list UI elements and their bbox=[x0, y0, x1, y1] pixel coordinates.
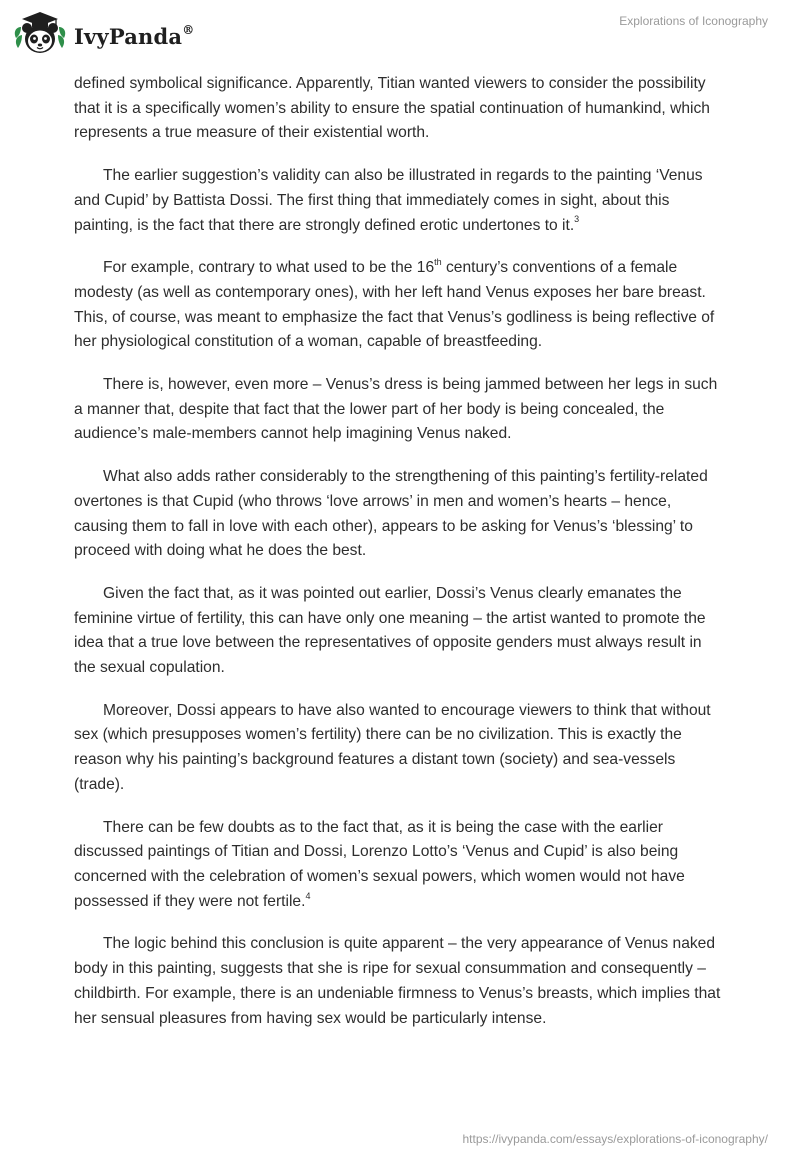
registered-mark: ® bbox=[182, 22, 195, 37]
paragraph-4: There is, however, even more – Venus’s dress is being jammed between her legs in such a manner that, despite that fact that the lower part of her body is being concealed, the audience’s male-members cannot help imagining Venus naked. bbox=[74, 376, 718, 443]
brand-name: IvyPanda® bbox=[74, 22, 195, 49]
panda-graduate-icon bbox=[12, 8, 68, 60]
ordinal-suffix: th bbox=[434, 257, 442, 268]
paragraph-8: There can be few doubts as to the fact that, as it is being the case with the earlier discussed paintings of Titian and Dossi, Lorenzo Lotto’s ‘Venus and Cupid’ is also being concerned with the celebration of women’s sexual powers, which women would not have possessed if they were not fertile.$^4$ bbox=[74, 818, 685, 910]
page-header bbox=[0, 0, 800, 70]
document-title: Explorations of Iconography bbox=[619, 14, 768, 28]
paragraph-1: defined symbolical significance. Apparently, Titian wanted viewers to consider the possibility that it is a specifically women’s ability to ensure the spatial continuation of humankind, which represents a true measure of their existential worth. bbox=[74, 75, 710, 142]
paragraph-9: The logic behind this conclusion is quite apparent – the very appearance of Venus naked body in this painting, suggests that she is ripe for sexual consummation and consequently – childbirth. For example, there is an undeniable firmness to Venus’s breasts, which implies that her sensual pleasures from having sex would be particularly intense. bbox=[74, 935, 721, 1027]
footnote-ref-4: 4 bbox=[305, 890, 311, 901]
paragraph-7: Moreover, Dossi appears to have also wanted to encourage viewers to think that without sex (which presupposes women’s fertility) there can be no civilization. This is exactly the reason why his painting’s background features a distant town (society) and sea-vessels (trade). bbox=[74, 701, 711, 793]
essay-body bbox=[74, 72, 724, 1049]
paragraph-6: Given the fact that, as it was pointed out earlier, Dossi’s Venus clearly emanates the feminine virtue of fertility, this can have only one meaning – the artist wanted to promote the idea that a true love between the representatives of opposite genders must always result in the sexual copulation. bbox=[74, 584, 706, 677]
paragraph-2: The earlier suggestion’s validity can also be illustrated in regards to the painting ‘Venus and Cupid’ by Battista Dossi. The first thing that immediately comes in sight, about this painting, is the fact that there are strongly defined erotic undertones to it.$^3$ bbox=[74, 167, 703, 234]
footnote-ref-3: 3 bbox=[574, 214, 580, 225]
paragraph-3: For example, contrary to what used to be the 16th century’s conventions of a female modesty (as well as contemporary ones), with her left hand Venus exposes her bare breast. This, of course, was meant to emphasize the fact that Venus’s godliness is being reflective of her physiological constitution of a woman, capable of breastfeeding. bbox=[74, 257, 715, 351]
ivypanda-logo[interactable] bbox=[12, 8, 194, 60]
source-url-link[interactable]: https://ivypanda.com/essays/explorations-of-iconography/ bbox=[462, 1132, 768, 1146]
paragraph-5: What also adds rather considerably to the strengthening of this painting’s fertility-related overtones is that Cupid (who throws ‘love arrows’ in men and women’s hearts – hence, causing them to fall in love with each other), appears to be asking for Venus’s ‘blessing’ to proceed with doing what he does the best. bbox=[74, 468, 708, 560]
